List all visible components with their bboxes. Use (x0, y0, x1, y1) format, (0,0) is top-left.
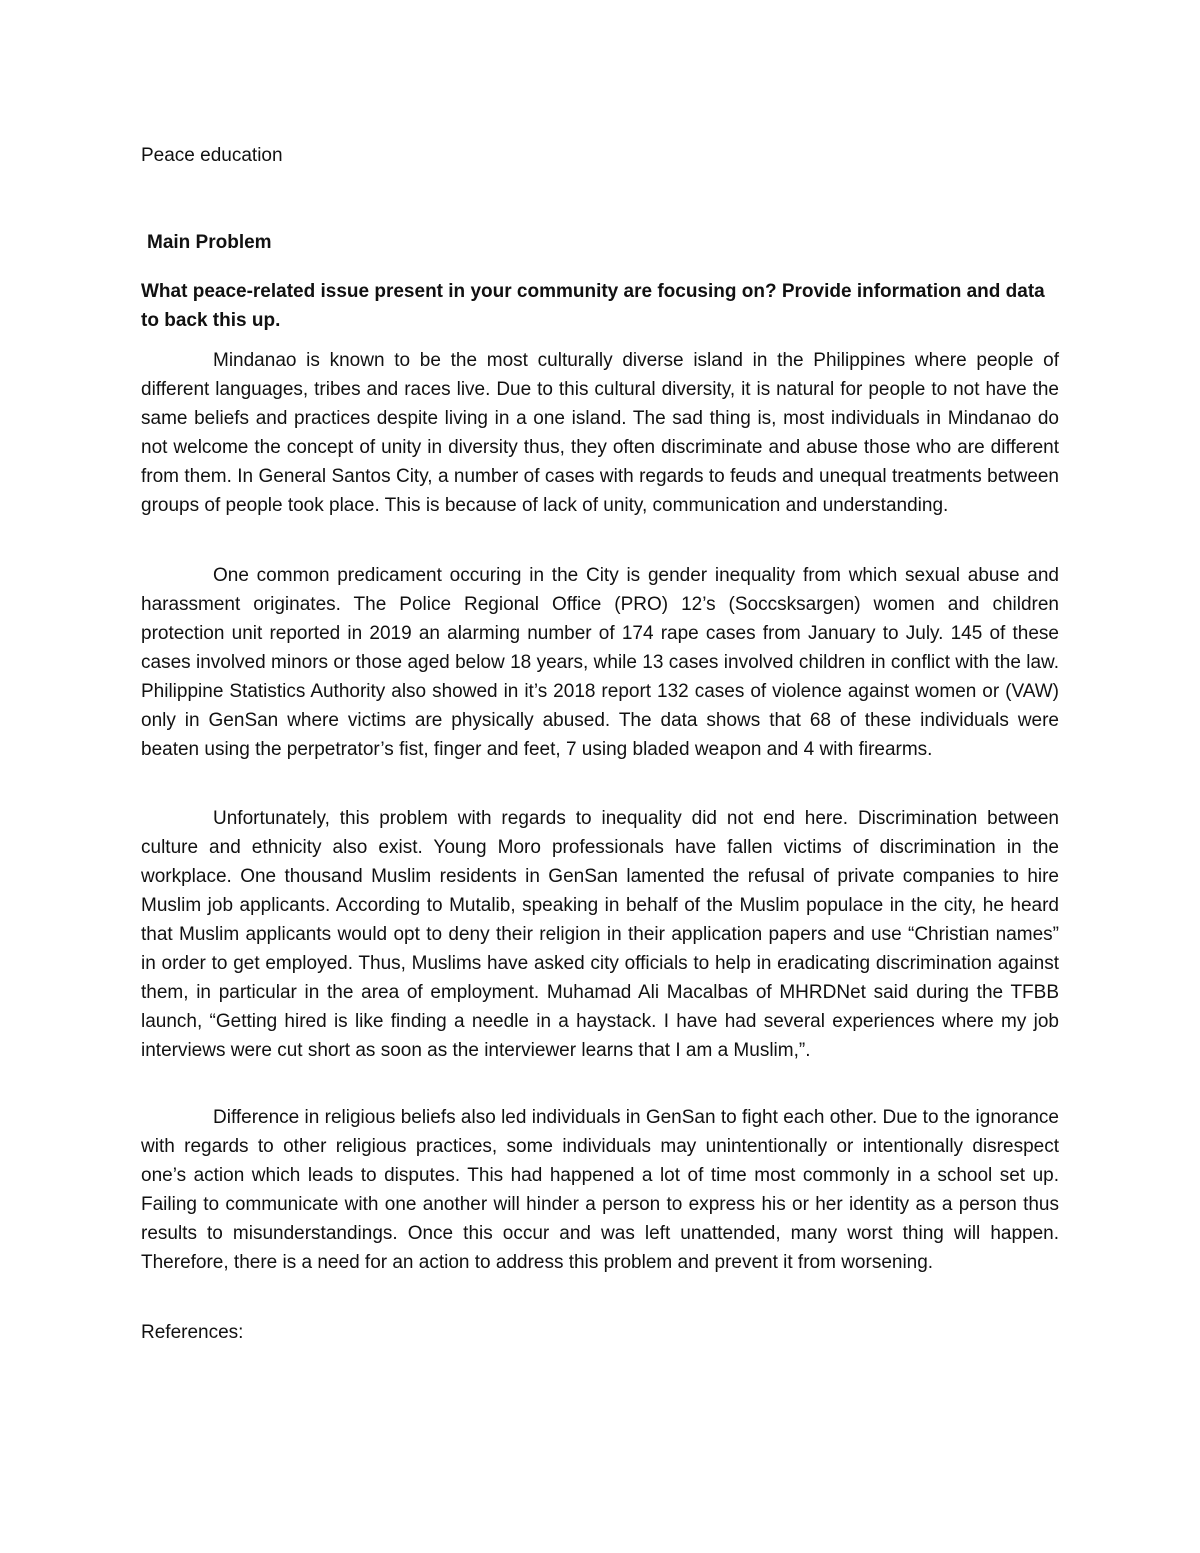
references-label: References: (141, 1322, 244, 1343)
section-heading-main-problem: Main Problem (147, 232, 272, 253)
paragraph-cultural-diversity: Mindanao is known to be the most culturally diverse island in the Philippines where people of different languages, tribes and races live. Due to this cultural diversity, it is natural for people to not have the same beliefs and practices despite living in a one island. The sad thing is, most individuals in Mindanao do not welcome the concept of unity in diversity thus, they often discriminate and abuse those who are different from them. In General Santos City, a number of cases with regards to feuds and unequal treatments between groups of people took place. This is because of lack of unity, communication and understanding. (141, 350, 1059, 516)
paragraph-ethnic-discrimination: Unfortunately, this problem with regards to inequality did not end here. Discrimination between culture and ethnicity also exist. Young Moro professionals have fallen victims of discrimination in the workplace. One thousand Muslim residents in GenSan lamented the refusal of private companies to hire Muslim job applicants. According to Mutalib, speaking in behalf of the Muslim populace in the city, he heard that Muslim applicants would opt to deny their religion in their application papers and use “Christian names” in order to get employed. Thus, Muslims have asked city officials to help in eradicating discrimination against them, in particular in the area of employment. Muhamad Ali Macalbas of MHRDNet said during the TFBB launch, “Getting hired is like finding a needle in a haystack. I have had several experiences where my job interviews were cut short as soon as the interviewer learns that I am a Muslim,”. (141, 808, 1059, 1061)
paragraph-gender-inequality: One common predicament occuring in the City is gender inequality from which sexual abuse and harassment originates. The Police Regional Office (PRO) 12’s (Soccsksargen) women and children protection unit reported in 2019 an alarming number of 174 rape cases from January to July. 145 of these cases involved minors or those aged below 18 years, while 13 cases involved children in conflict with the law. Philippine Statistics Authority also showed in it’s 2018 report 132 cases of violence against women or (VAW) only in GenSan where victims are physically abused. The data shows that 68 of these individuals were beaten using the perpetrator’s fist, finger and feet, 7 using bladed weapon and 4 with firearms. (141, 565, 1059, 760)
document-title: Peace education (141, 145, 283, 166)
guiding-question: What peace-related issue present in your community are focusing on? Provide information and data to back this up. (141, 281, 1045, 331)
paragraph-religious-differences: Difference in religious beliefs also led individuals in GenSan to fight each other. Due to the ignorance with regards to other religious practices, some individuals may unintentionally or intentionally disrespect one’s action which leads to disputes. This had happened a lot of time most commonly in a school set up. Failing to communicate with one another will hinder a person to express his or her identity as a person thus results to misunderstandings. Once this occur and was left unattended, many worst thing will happen. Therefore, there is a need for an action to address this problem and prevent it from worsening. (141, 1107, 1059, 1273)
